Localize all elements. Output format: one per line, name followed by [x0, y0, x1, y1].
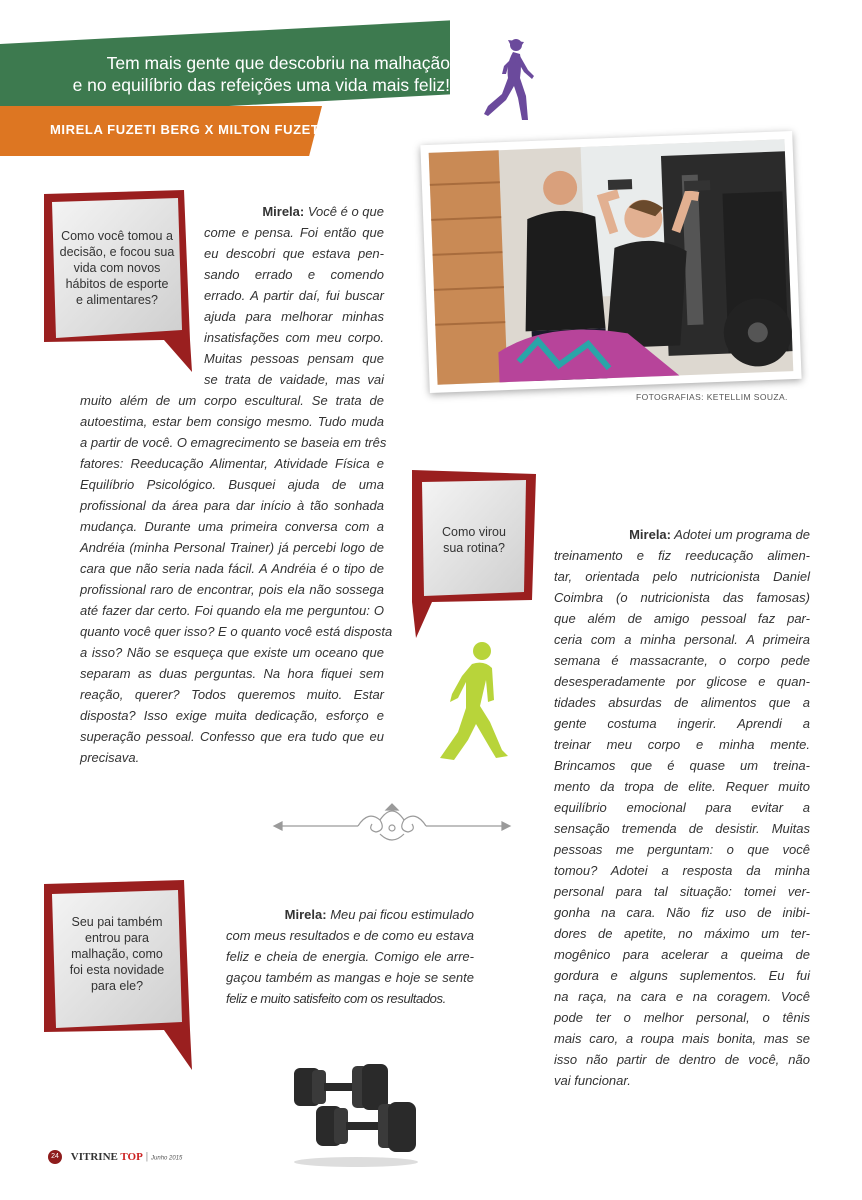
question-box-2 [412, 470, 540, 640]
ornament-divider [268, 800, 516, 848]
photo-caption: FOTOGRAFIAS: KETELLIM SOUZA. [636, 392, 788, 402]
page-footer: 24 VITRINE TOP | Junho 2015 [48, 1150, 182, 1164]
gym-photo [420, 131, 801, 393]
title-line: Tem mais gente que descobriu na malhação [106, 53, 450, 73]
page-title [50, 52, 450, 96]
answer-2: Mirela: Adotei um programa de treinamento e fiz reeducação alimen- tar, orientada pelo nutricionista Daniel Coimbra (o nutricionista das famosas) que além de amigo pessoal faz par- ceria com a minha personal. A primeira semana é massacrante, o corpo pede desesperadamente por glicose e quan- tidades absurdas de alimentos que a gente costuma ingerir. Aprendi a treinar meu corpo e minha mente. Brincamos que é quase um treina- mento da tropa de elite. Requer muito equilíbrio emocional para evitar a sensação tremenda de desistir. Muitas pessoas me perguntam: o que você tomou? Adotei a resposta da minha personal para tal situação: tomei ver- gonha na cara. Não fiz uso de inibi- dores de apetite, no máximo um ter- mogênico para acelerar a queima de gordura e alguns suplementos. Eu fui na raça, na cara e na coragem. Você pode ter o melhor personal, o tênis mais caro, a roupa mais bonita, mas se isso não partir de dentro de você, não vai funcionar. [554, 527, 810, 1088]
dumbbells-icon [286, 1050, 426, 1170]
page-number: 24 [48, 1150, 62, 1164]
issue-date: Junho 2015 [151, 1155, 183, 1162]
walking-man-icon [436, 640, 520, 770]
runner-woman-icon [478, 36, 538, 124]
question-text: Seu pai também entrou para malhação, como foi esta novidade para ele? [69, 915, 165, 993]
speaker: Mirela: [629, 527, 671, 542]
magazine-brand: VITRINE TOP [70, 1150, 143, 1163]
question-box-1 [44, 190, 192, 380]
question-text: Como você tomou a decisão, e focou sua vida com novos hábitos de esporte e alimentares? [59, 229, 175, 307]
byline: MIRELA FUZETI BERG X MILTON FUZETI [50, 122, 324, 137]
question-text: Como virou sua rotina? [442, 525, 506, 555]
answer-3: Mirela: Meu pai ficou estimulado com meus resultados e de como eu estava feliz e cheia de energia. Comigo ele arre- gaçou também as mangas e hoje se sente feliz e muito satisfeito com os resultados. [226, 907, 474, 1006]
answer-1-top: Mirela: Você é o que come e pensa. Foi então que eu descobri que estava pen- sando errado e comendo errado. A partir daí, fui buscar ajuda para melhorar minhas insatisfações com meu corpo. Muitas pessoas pensam que se trata de vaidade, mas vai [204, 204, 384, 387]
answer-1-body: muito além de um corpo escultural. Se trata de autoestima, estar bem consigo mesmo. Tudo muda a partir de você. O emagrecimento se baseia em três fatores: Reeducação Alimentar, Atividade Física e Equilíbrio Psicológico. Busquei ajuda de uma profissional da área para dar início à tão sonhada mudança. Durante uma primeira conversa com a Andréia (minha Personal Trainer) já percebi logo de cara que não seria nada fácil. A Andréia é o tipo de profissional raro de encontrar, pois ela não sossega até fazer dar certo. Foi quando ela me perguntou: O quanto você quer isso? E o quanto você está disposta a isso? Não se esqueça que existe um oceano que separam as duas perguntas. Na hora fiquei sem reação, querer? Todos queremos muito. Estar disposta? Isso exige muita dedicação, esforço e superação pessoal. Confesso que era tudo que eu precisava. [80, 393, 393, 765]
speaker: Mirela: [284, 907, 327, 922]
question-box-3 [44, 880, 192, 1072]
speaker: Mirela: [262, 204, 305, 219]
gym-photo-illustration [420, 131, 801, 393]
title-line: e no equilíbrio das refeições uma vida mais feliz! [72, 75, 450, 95]
